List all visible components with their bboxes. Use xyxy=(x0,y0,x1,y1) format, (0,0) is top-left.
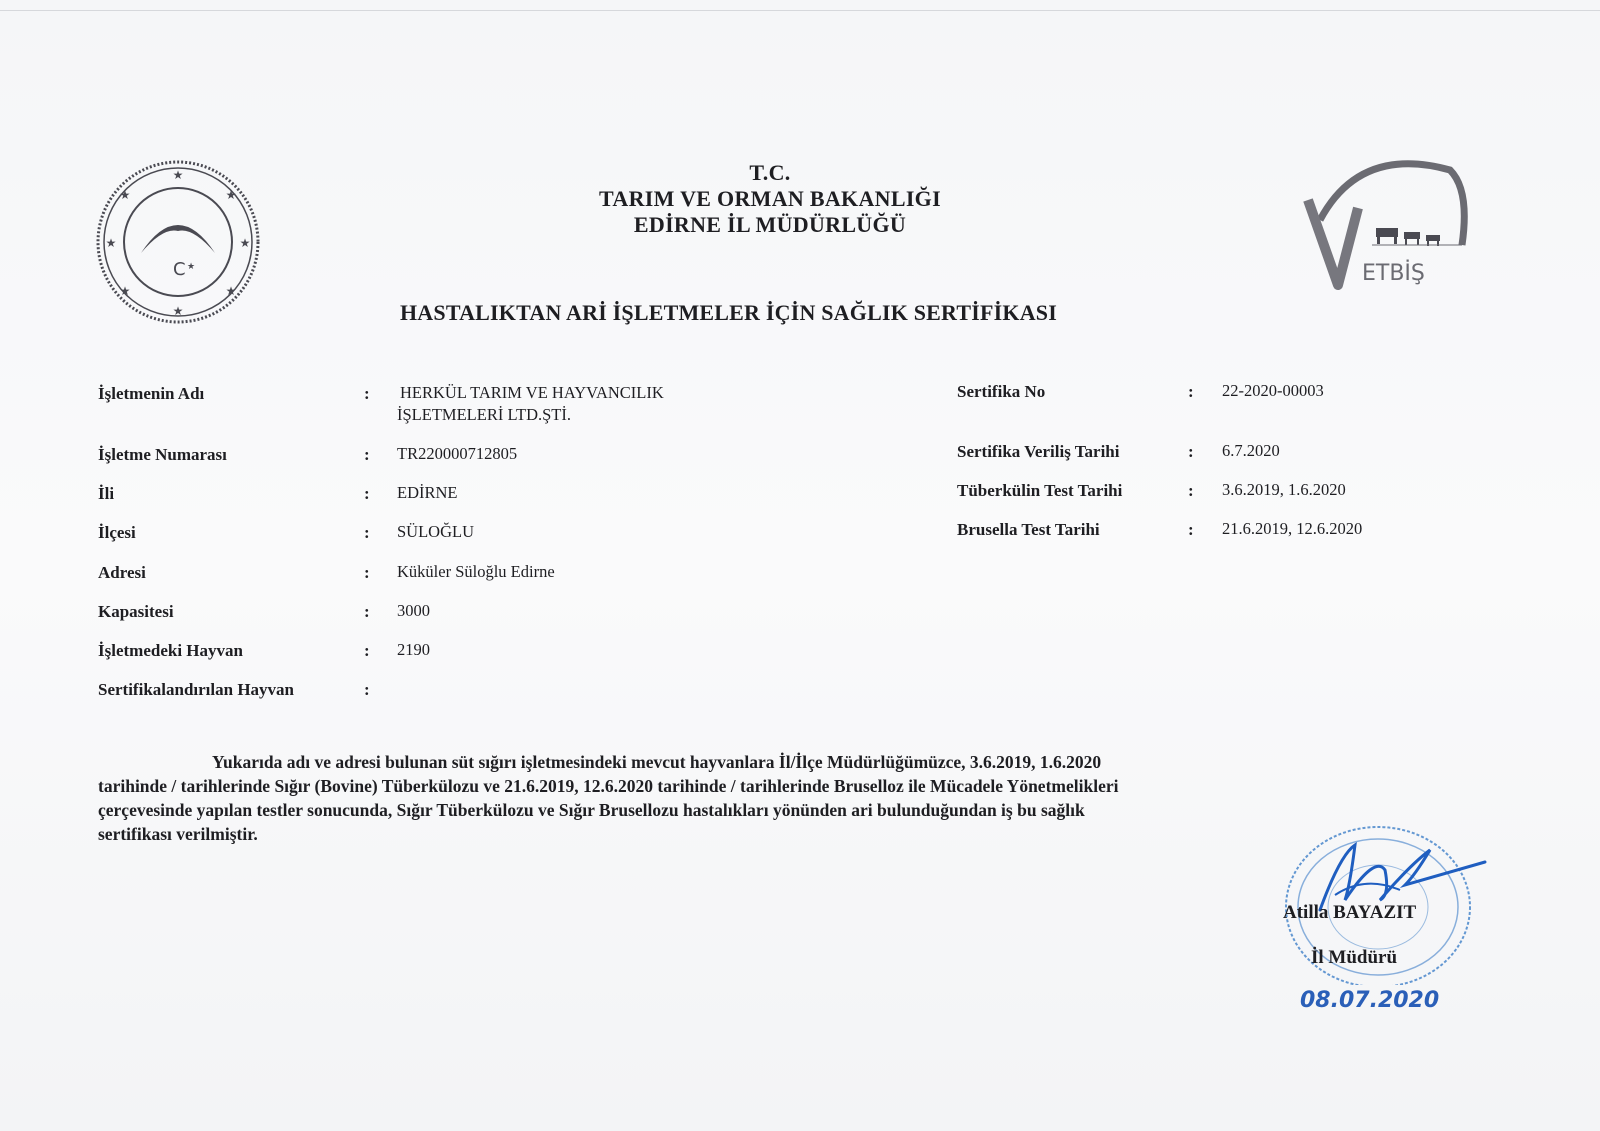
label-brucella-test-date: Brusella Test Tarihi xyxy=(957,520,1100,539)
label-animals-in-business: İşletmedeki Hayvan xyxy=(98,641,243,660)
statement-line: Yukarıda adı ve adresi bulunan süt sığırı işletmesindeki mevcut hayvanlara İl/İlçe Müdürlüğümüzce, 3.6.2019, 1.6.2020 xyxy=(212,752,1102,772)
colon: : xyxy=(364,563,370,582)
colon: : xyxy=(364,384,370,403)
value-issue-date: 6.7.2020 xyxy=(1222,441,1280,460)
svg-text:★: ★ xyxy=(187,261,196,271)
signer-name: Atilla BAYAZIT xyxy=(1283,902,1417,923)
value-capacity: 3000 xyxy=(397,601,430,620)
scan-edge-line xyxy=(0,10,1600,11)
ministry-seal-icon xyxy=(93,157,263,327)
colon: : xyxy=(364,523,370,542)
value-animals-in-business: 2190 xyxy=(397,640,430,659)
colon: : xyxy=(364,445,370,464)
svg-text:★: ★ xyxy=(225,284,237,298)
ministry-header xyxy=(560,160,980,238)
label-business-number: İşletme Numarası xyxy=(98,445,227,464)
signature-icon xyxy=(1320,845,1485,910)
colon: : xyxy=(1188,442,1194,461)
svg-text:★: ★ xyxy=(105,236,117,250)
value-business-number: TR220000712805 xyxy=(397,444,518,463)
colon: : xyxy=(364,680,370,699)
value-brucella-test-date: 21.6.2019, 12.6.2020 xyxy=(1222,519,1363,538)
svg-text:ETBİŞ: ETBİŞ xyxy=(1362,261,1425,286)
signature-date: 08.07.2020 xyxy=(1300,988,1440,1013)
label-district: İlçesi xyxy=(98,523,136,542)
value-district: SÜLOĞLU xyxy=(397,522,474,541)
value-business-name-line2: İŞLETMELERİ LTD.ŞTİ. xyxy=(397,405,571,424)
statement-line: sertifikası verilmiştir. xyxy=(98,824,258,844)
label-address: Adresi xyxy=(98,563,146,582)
signer-title: İl Müdürü xyxy=(1311,947,1398,968)
label-tuberculin-test-date: Tüberkülin Test Tarihi xyxy=(957,481,1123,500)
svg-text:★: ★ xyxy=(225,188,237,202)
label-issue-date: Sertifika Veriliş Tarihi xyxy=(957,442,1120,461)
certificate-title: HASTALIKTAN ARİ İŞLETMELER İÇİN SAĞLIK SERTİFİKASI xyxy=(400,300,1057,325)
label-business-name: İşletmenin Adı xyxy=(98,384,205,403)
value-certificate-no: 22-2020-00003 xyxy=(1222,381,1324,400)
label-province: İli xyxy=(98,484,115,503)
svg-text:★: ★ xyxy=(119,188,131,202)
value-business-name-line1: HERKÜL TARIM VE HAYVANCILIK xyxy=(400,383,664,402)
label-certificate-no: Sertifika No xyxy=(957,382,1046,401)
label-capacity: Kapasitesi xyxy=(98,602,174,621)
colon: : xyxy=(1188,382,1194,401)
svg-text:★: ★ xyxy=(119,284,131,298)
header-line-tc: T.C. xyxy=(749,160,791,185)
value-province: EDİRNE xyxy=(397,483,458,502)
label-certified-animals: Sertifikalandırılan Hayvan xyxy=(98,680,294,699)
svg-text:★: ★ xyxy=(172,304,184,318)
value-tuberculin-test-date: 3.6.2019, 1.6.2020 xyxy=(1222,480,1346,499)
colon: : xyxy=(1188,520,1194,539)
vetbis-logo-icon xyxy=(1300,150,1480,310)
certificate-statement xyxy=(98,750,1378,846)
colon: : xyxy=(1188,481,1194,500)
statement-line: çerçevesinde yapılan testler sonucunda, Sığır Tüberkülozu ve Sığır Brusellozu hastalıkları yönünden ari bulunduğundan iş bu sağlık xyxy=(98,800,1085,820)
statement-line: tarihinde / tarihlerinde Sığır (Bovine) Tüberkülozu ve 21.6.2019, 12.6.2020 tarihinde / tarihlerinde Bruselloz ile Mücadele Yönetmelikleri xyxy=(98,776,1119,796)
colon: : xyxy=(364,641,370,660)
colon: : xyxy=(364,484,370,503)
svg-text:C: C xyxy=(173,259,186,280)
value-address: Küküler Süloğlu Edirne xyxy=(397,562,555,581)
svg-text:★: ★ xyxy=(172,168,184,182)
svg-text:★: ★ xyxy=(239,236,251,250)
header-line-ministry: TARIM VE ORMAN BAKANLIĞI xyxy=(599,186,941,211)
colon: : xyxy=(364,602,370,621)
header-line-directorate: EDİRNE İL MÜDÜRLÜĞÜ xyxy=(633,212,907,237)
